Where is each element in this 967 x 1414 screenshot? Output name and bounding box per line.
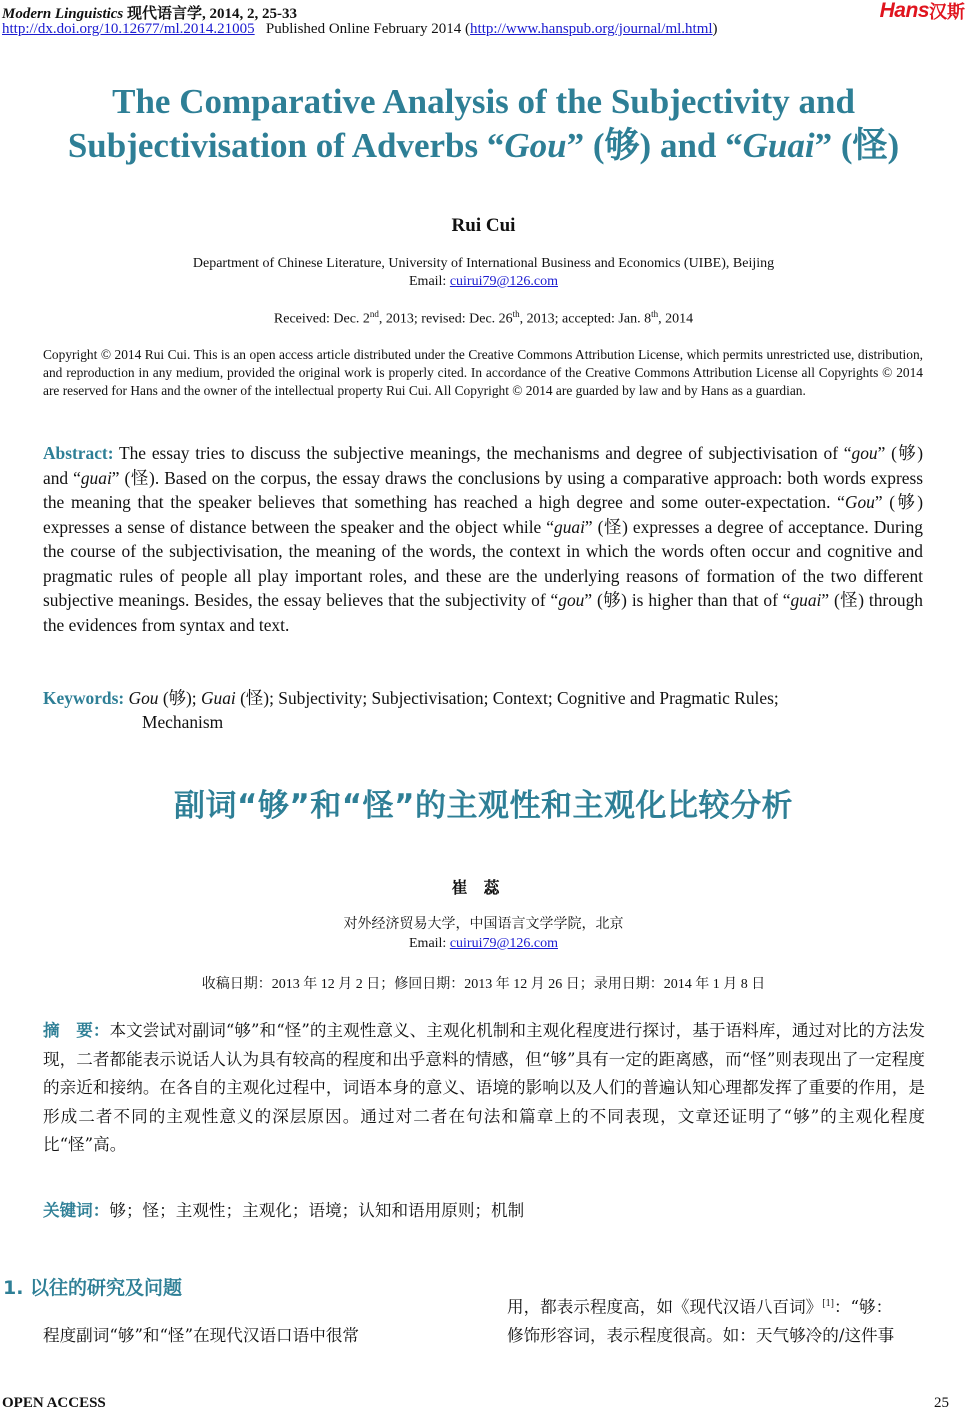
- keywords-en: Keywords: Gou (够); Guai (怪); Subjectivity; Subjectivisation; Context; Cognitive and Pragmatic Rules; Mechanism: [43, 686, 923, 734]
- keywords-cn: [43, 1197, 923, 1221]
- open-access-label: OPEN ACCESS: [2, 1395, 106, 1411]
- affiliation-text: Department of Chinese Literature, University of International Business and Economics (UIBE), Beijing: [192, 256, 775, 271]
- logo-cn: 汉斯: [929, 2, 965, 23]
- citation-ref[interactable]: [1]: [822, 1298, 834, 1309]
- section-heading: 1. 以往的研究及问题: [3, 1277, 183, 1299]
- email-line: Email: cuirui79@126.com: [409, 274, 558, 289]
- journal-url-link[interactable]: http://www.hanspub.org/journal/ml.html: [470, 21, 713, 37]
- page-number: 25: [934, 1395, 949, 1411]
- paper-title-cn: 副词“够”和“怪”的主观性和主观化比较分析: [174, 788, 793, 824]
- received-dates-cn: 收稿日期：2013 年 12 月 2 日；修回日期：2013 年 12 月 26 日；录用日期：2014 年 1 月 8 日: [201, 977, 766, 992]
- published-suffix: ): [712, 21, 718, 37]
- keywords-text-cn: 够；怪；主观性；主观化；语境；认知和语用原则；机制: [109, 1201, 525, 1220]
- affiliation-text-cn: 对外经济贸易大学，中国语言文学学院，北京: [343, 917, 624, 932]
- doi-link[interactable]: http://dx.doi.org/10.12677/ml.2014.21005: [2, 21, 255, 37]
- hans-logo: [880, 0, 965, 22]
- abstract-label-cn: 摘 要：: [43, 1021, 110, 1040]
- logo-latin: Hans: [879, 0, 929, 22]
- keywords-label-cn: 关键词：: [43, 1201, 110, 1220]
- email-line-cn: Email: cuirui79@126.com: [409, 936, 558, 951]
- author-name-cn: 崔蕊: [451, 878, 516, 897]
- body-column-right: [507, 1290, 967, 1350]
- email-link-cn[interactable]: cuirui79@126.com: [449, 936, 558, 951]
- author-affiliation-cn: [0, 915, 967, 953]
- email-link[interactable]: cuirui79@126.com: [449, 274, 558, 289]
- keywords-line-2: Mechanism: [142, 712, 224, 732]
- body-line: 用，都表示程度高，如《现代汉语八百词》[1]：“够：: [507, 1297, 893, 1317]
- copyright-notice: Copyright © 2014 Rui Cui. This is an open access article distributed under the Creative Commons Attribution License, which permits unrestricted use, distribution, and reproduction in any medium, provided the original work is properly cited. In accordance of the Creative Commons Attribution License all Copyrights © 2014 are reserved for Hans and the owner of the intellectual property Rui Cui. All Copyright © 2014 are guarded by law and by Hans as a guardian.: [43, 347, 923, 398]
- abstract-cn: [43, 1017, 925, 1160]
- abstract-text-cn: 本文尝试对副词“够”和“怪”的主观性意义、主观化机制和主观化程度进行探讨，基于语料库，通过对比的方法发现，二者都能表示说话人认为具有较高的程度和出乎意料的情感，但“够”具有一定的距离感，而“怪”则表现出了一定程度的亲近和接纳。在各自的主观化过程中，词语本身的意义、语境的影响以及人们的普遍认知心理都发挥了重要的作用，是形成二者不同的主观性意义的深层原因。通过对二者在句法和篇章上的不同表现，文章还证明了“够”的主观化程度比“怪”高。: [43, 1021, 926, 1154]
- publication-info: [2, 21, 718, 38]
- title-line-2: Subjectivisation of Adverbs “Gou” (够) and “Guai” (怪): [67, 126, 900, 165]
- body-line: 修饰形容词，表示程度很高。如：天气够冷的/这件事: [507, 1325, 895, 1345]
- author-affiliation: [0, 255, 967, 291]
- published-online-text: Published Online February 2014 (: [265, 21, 471, 37]
- author-name: Rui Cui: [451, 215, 516, 236]
- abstract-label: Abstract:: [43, 443, 114, 463]
- journal-issue: 现代语言学, 2014, 2, 25-33: [123, 6, 298, 22]
- journal-name: Modern Linguistics: [2, 6, 124, 22]
- body-column-left: 程度副词“够”和“怪”在现代汉语口语中很常: [43, 1326, 360, 1345]
- journal-header: [2, 2, 297, 23]
- received-dates: Received: Dec. 2nd, 2013; revised: Dec. 26th, 2013; accepted: Jan. 8th, 2014: [273, 309, 694, 327]
- title-line-1: The Comparative Analysis of the Subjectivity and: [112, 82, 855, 121]
- keywords-label: Keywords:: [43, 688, 125, 708]
- abstract-en: Abstract: The essay tries to discuss the subjective meanings, the mechanisms and degree of subjectivisation of “gou” (够) and “guai” (怪). Based on the corpus, the essay draws the conclusions by using a comparative approach: both words express the meaning that the speaker believes that something has reached a high degree and some outer-expectation. “Gou” (够) expresses a sense of distance between the speaker and the object while “guai” (怪) expresses a degree of acceptance. During the course of the subjectivisation, the meaning of the words, the context in which the words often occur and cognitive and pragmatic rules of people all play important roles, and these are the underlying reasons of formation of the two different subjective meanings. Besides, the essay believes that the subjectivity of “gou” (够) is higher than that of “guai” (怪) through the evidences from syntax and text.: [43, 443, 923, 635]
- paper-title: [0, 80, 967, 168]
